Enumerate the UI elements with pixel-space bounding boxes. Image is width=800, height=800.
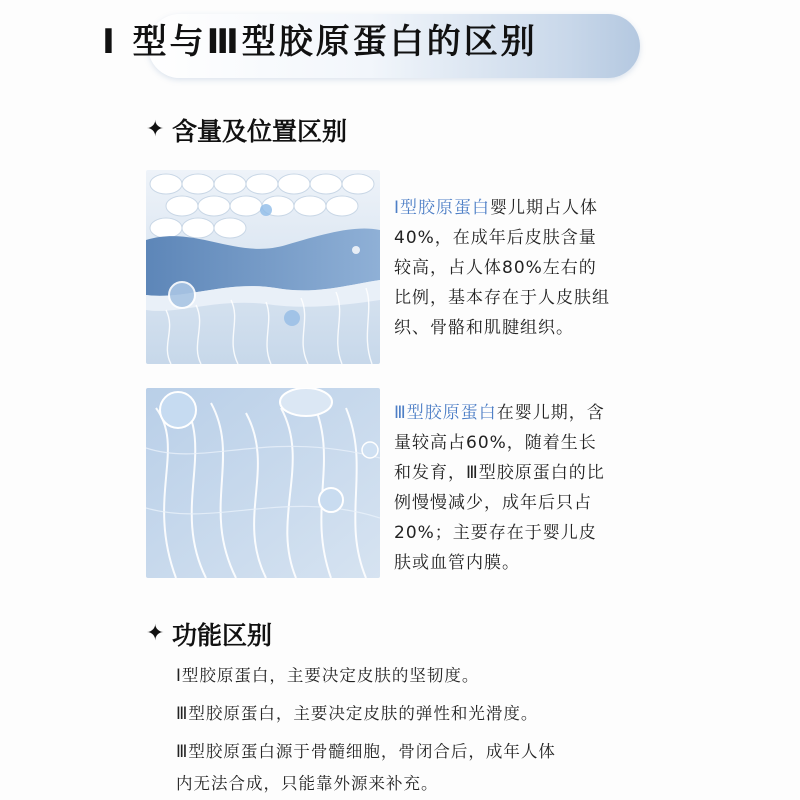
function-line-4: 内无法合成，只能靠外源来补充。 — [176, 774, 439, 793]
section-heading-label: 含量及位置区别 — [172, 117, 348, 146]
four-point-star-icon: ✦ — [146, 117, 165, 142]
type3-line-5: 20%；主要存在于婴儿皮 — [394, 523, 597, 543]
skin-layer-illustration — [146, 170, 380, 364]
type3-line-6: 肤或血管内膜。 — [394, 553, 520, 573]
function-line-3: Ⅲ型胶原蛋白源于骨髓细胞，骨闭合后，成年人体 — [176, 742, 556, 761]
section-heading-content-location — [146, 112, 347, 148]
type1-term: Ⅰ型胶原蛋白 — [394, 198, 491, 218]
page-title: Ⅰ 型与Ⅲ型胶原蛋白的区别 — [102, 22, 538, 62]
type1-line-1: Ⅰ型胶原蛋白婴儿期占人体 — [394, 198, 599, 218]
type1-description — [394, 193, 654, 343]
function-line-2: Ⅲ型胶原蛋白，主要决定皮肤的弹性和光滑度。 — [176, 704, 539, 723]
type3-term: Ⅲ型胶原蛋白 — [394, 403, 497, 423]
section-heading-function — [146, 616, 272, 652]
collagen-fiber-illustration — [146, 388, 380, 578]
type3-line-2: 量较高占60%，随着生长 — [394, 433, 597, 453]
function-line-1: Ⅰ型胶原蛋白，主要决定皮肤的坚韧度。 — [176, 666, 480, 685]
type1-line-4: 比例，基本存在于人皮肤组 — [394, 288, 610, 308]
type1-line-2: 40%，在成年后皮肤含量 — [394, 228, 597, 248]
type3-description — [394, 398, 654, 578]
type3-line-3: 和发育，Ⅲ型胶原蛋白的比 — [394, 463, 605, 483]
type1-line-5: 织、骨骼和肌腱组织。 — [394, 318, 574, 338]
four-point-star-icon: ✦ — [146, 621, 165, 646]
type1-line-3: 较高，占人体80%左右的 — [394, 258, 597, 278]
type3-line-4: 例慢慢减少，成年后只占 — [394, 493, 592, 513]
section-heading-label: 功能区别 — [172, 621, 273, 650]
type3-line-1: Ⅲ型胶原蛋白在婴儿期，含 — [394, 403, 605, 423]
